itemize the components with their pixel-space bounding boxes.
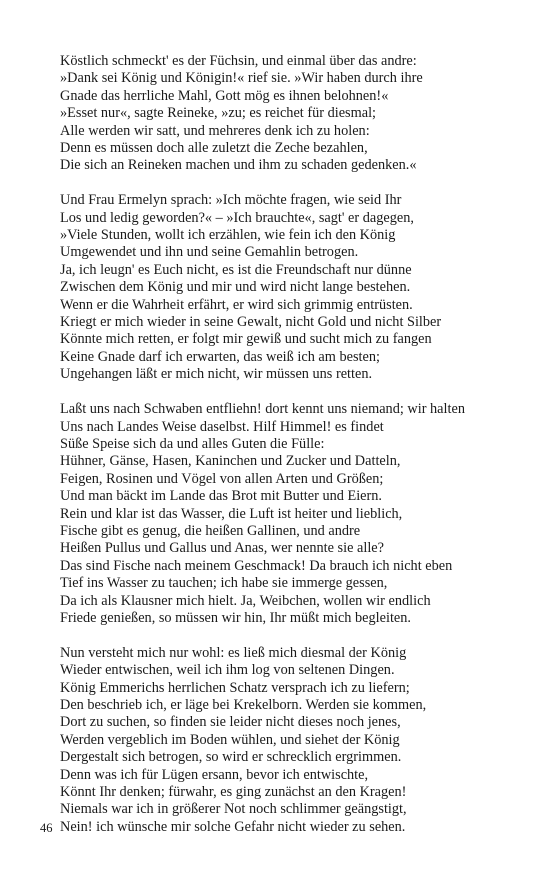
verse-line: »Dank sei König und Königin!« rief sie. »Wir haben durch ihre xyxy=(60,70,423,87)
stanza-2 xyxy=(60,192,530,383)
page-number: 46 xyxy=(40,821,53,835)
verse-line: »Viele Stunden, wollt ich erzählen, wie fein ich den König xyxy=(60,227,396,244)
verse-line: Nein! ich wünsche mir solche Gefahr nicht wieder zu sehen. xyxy=(60,818,406,835)
verse-line: Los und ledig geworden?« – »Ich brauchte«, sagt' er dagegen, xyxy=(60,209,414,226)
verse-line: Feigen, Rosinen und Vögel von allen Arten und Größen; xyxy=(60,470,384,487)
verse-line: Zwischen dem König und mir und wird nicht lange bestehen. xyxy=(60,279,411,296)
verse-line: Süße Speise sich da und alles Guten die Fülle: xyxy=(60,435,325,452)
stanza-1 xyxy=(60,53,530,175)
verse-line: Dort zu suchen, so finden sie leider nicht dieses noch jenes, xyxy=(60,714,401,731)
verse-line: Tief ins Wasser zu tauchen; ich habe sie immerge gessen, xyxy=(60,575,388,592)
poem-text xyxy=(60,53,530,854)
verse-line: Hühner, Gänse, Hasen, Kaninchen und Zucker und Datteln, xyxy=(60,453,401,470)
verse-line: Niemals war ich in größerer Not noch schlimmer geängstigt, xyxy=(60,801,407,818)
verse-line: Denn was ich für Lügen ersann, bevor ich entwischte, xyxy=(60,766,369,783)
verse-line: Köstlich schmeckt' es der Füchsin, und einmal über das andre: xyxy=(60,53,417,69)
verse-line: Das sind Fische nach meinem Geschmack! Da brauch ich nicht eben xyxy=(60,557,453,574)
verse-line: Umgewendet und ihn und seine Gemahlin betrogen. xyxy=(60,244,359,261)
verse-line: Könnt Ihr denken; fürwahr, es ging zunächst an den Kragen! xyxy=(60,784,407,801)
verse-line: Fische gibt es genug, die heißen Gallinen, und andre xyxy=(60,522,361,539)
verse-line: Ungehangen läßt er mich nicht, wir müssen uns retten. xyxy=(60,366,373,383)
verse-line: Friede genießen, so müssen wir hin, Ihr müßt mich begleiten. xyxy=(60,609,411,626)
verse-line: Und Frau Ermelyn sprach: »Ich möchte fragen, wie seid Ihr xyxy=(60,192,402,209)
verse-line: Werden vergeblich im Boden wühlen, und siehet der König xyxy=(60,731,400,748)
verse-line: König Emmerichs herrlichen Schatz versprach ich zu liefern; xyxy=(60,679,410,696)
verse-line: Die sich an Reineken machen und ihm zu schaden gedenken.« xyxy=(60,157,417,174)
stanza-4 xyxy=(60,645,530,836)
verse-line: Den beschrieb ich, er läge bei Krekelborn. Werden sie kommen, xyxy=(60,696,427,713)
verse-line: Ja, ich leugn' es Euch nicht, es ist die Freundschaft nur dünne xyxy=(60,261,412,278)
verse-line: Gnade das herrliche Mahl, Gott mög es ihnen belohnen!« xyxy=(60,87,389,104)
verse-line: Könnte mich retten, er folgt mir gewiß und sucht mich zu fangen xyxy=(60,331,432,348)
verse-line: Uns nach Landes Weise daselbst. Hilf Himmel! es findet xyxy=(60,418,384,435)
verse-line: Denn es müssen doch alle zuletzt die Zeche bezahlen, xyxy=(60,140,368,157)
verse-line: Kriegt er mich wieder in seine Gewalt, nicht Gold und nicht Silber xyxy=(60,314,442,331)
verse-line: Rein und klar ist das Wasser, die Luft ist heiter und lieblich, xyxy=(60,505,403,522)
verse-line: Nun versteht mich nur wohl: es ließ mich diesmal der König xyxy=(60,644,407,661)
verse-line: Heißen Pullus und Gallus und Anas, wer nennte sie alle? xyxy=(60,540,384,557)
verse-line: Da ich als Klausner mich hielt. Ja, Weibchen, wollen wir endlich xyxy=(60,592,431,609)
verse-line: Dergestalt sich betrogen, so wird er schrecklich ergrimmen. xyxy=(60,749,402,766)
stanza-3 xyxy=(60,401,530,627)
verse-line: Und man bäckt im Lande das Brot mit Butter und Eiern. xyxy=(60,488,383,505)
verse-line: Wenn er die Wahrheit erfährt, er wird sich grimmig entrüsten. xyxy=(60,296,413,313)
verse-line: Wieder entwischen, weil ich ihm log von seltenen Dingen. xyxy=(60,662,395,679)
verse-line: »Esset nur«, sagte Reineke, »zu; es reichet für diesmal; xyxy=(60,105,377,122)
verse-line: Alle werden wir satt, und mehreres denk ich zu holen: xyxy=(60,122,370,139)
verse-line: Keine Gnade darf ich erwarten, das weiß ich am besten; xyxy=(60,348,380,365)
verse-line: Laßt uns nach Schwaben entfliehn! dort kennt uns niemand; wir halten xyxy=(60,401,465,418)
